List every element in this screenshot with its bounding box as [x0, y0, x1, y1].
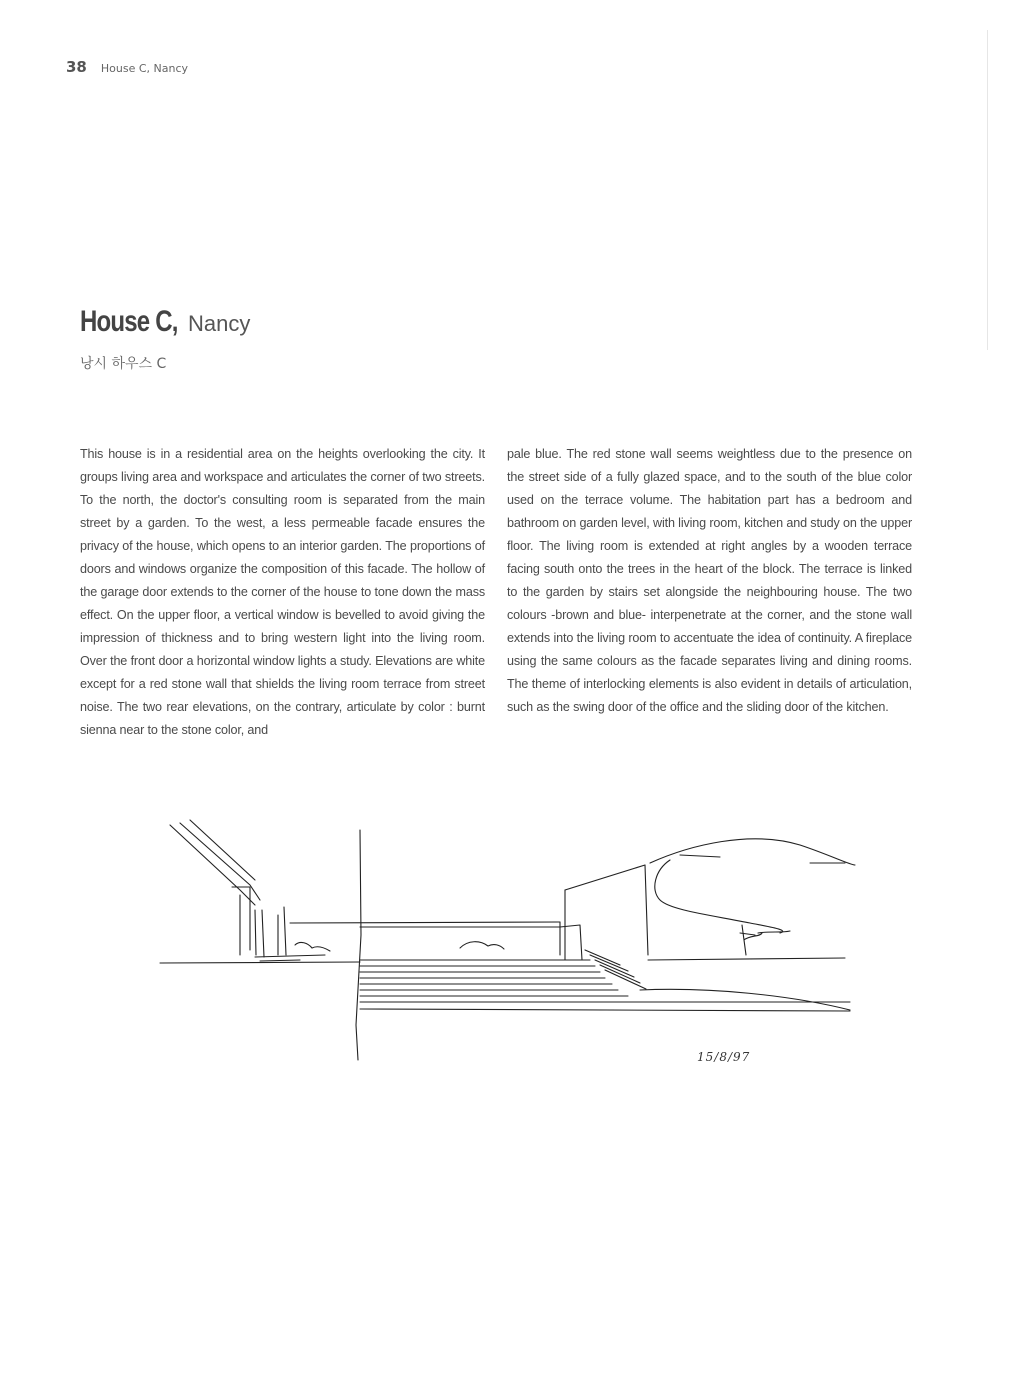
- page-edge-shadow: [987, 30, 988, 350]
- running-title: House C, Nancy: [100, 62, 189, 75]
- sketch-date-annotation: 15/8/97: [697, 1050, 751, 1064]
- title-block: [80, 305, 250, 373]
- title-korean: 낭시 하우스 C: [80, 356, 167, 372]
- title-main: House C,: [80, 305, 178, 338]
- page-number: 38: [66, 58, 87, 76]
- architectural-sketch: [150, 815, 870, 1115]
- page-header: [66, 58, 188, 76]
- body-text-left-column: This house is in a residential area on the heights overlooking the city. It groups living area and workspace and articulates the corner of two streets. To the north, the doctor's consulting room is separated from the main street by a garden. To the west, a less permeable facade ensures the privacy of the house, which opens to an interior garden. The proportions of doors and windows organize the composition of this facade. The hollow of the garage door extends to the corner of the house to tone down the mass effect. On the upper floor, a vertical window is bevelled to avoid giving the impression of thickness and to bring western light into the living room. Over the front door a horizontal window lights a study. Elevations are white except for a red stone wall that shields the living room terrace from street noise. The two rear elevations, on the contrary, articulate by color : burnt sienna near to the stone color, and: [80, 447, 485, 737]
- page-title: [80, 305, 250, 339]
- body-text-right-column: pale blue. The red stone wall seems weightless due to the presence on the street side of a fully glazed space, and to the south of the blue color used on the terrace volume. The habitation part has a bedroom and bathroom on garden level, with living room, kitchen and study on the upper floor. The living room is extended at right angles by a wooden terrace facing south onto the trees in the heart of the block. The terrace is linked to the garden by stairs set alongside the neighbouring house. The two colours -brown and blue- interpenetrate at the corner, and the stone wall extends into the living room to accentuate the idea of continuity. A fireplace using the same colours as the facade separates living and dining rooms. The theme of interlocking elements is also evident in details of articulation, such as the swing door of the office and the sliding door of the kitchen.: [507, 447, 912, 714]
- title-sub: Nancy: [188, 311, 251, 336]
